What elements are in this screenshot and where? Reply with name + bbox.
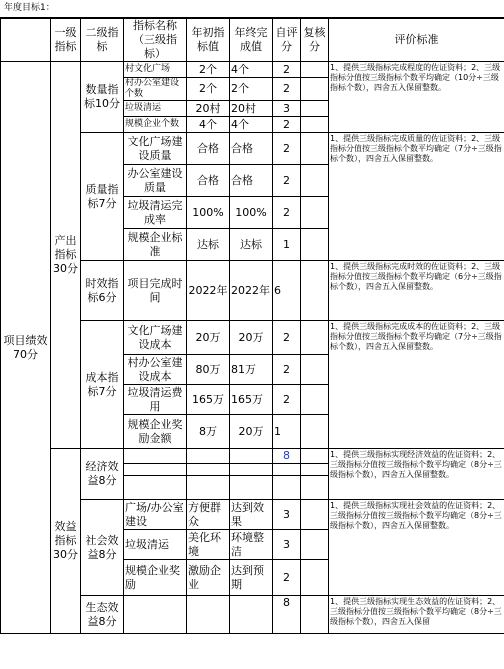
end-value: 81万 <box>230 355 273 385</box>
criteria: 1、提供三级指标完成成本的佐证资料；2、三级指标分值按三级指标个数平均确定（7分÷三级指标个数），四舍五入保留整数。 <box>329 321 504 449</box>
indicator-name: 规模企业标准 <box>124 229 187 261</box>
self-score: 8 <box>273 449 301 464</box>
header-level1: 一级指标 <box>51 19 81 62</box>
start-value: 20万 <box>187 321 230 355</box>
start-value: 80万 <box>187 355 230 385</box>
quantity-indicator: 数量指标10分 <box>81 62 124 133</box>
end-value: 20万 <box>230 415 273 449</box>
indicator-name: 文化广场建设成本 <box>124 321 187 355</box>
self-score: 8 <box>273 596 301 634</box>
self-score: 2 <box>273 197 301 229</box>
end-value <box>230 449 273 464</box>
end-value: 环境整洁 <box>230 530 273 560</box>
start-value <box>187 476 230 500</box>
criteria: 1、提供三级指标完成质量的佐证资料；2、三级指标分值按三级指标个数平均确定（7分÷三级指标个数），四舍五入保留整数。 <box>329 133 504 261</box>
indicator-name: 村办公室建设个数 <box>124 78 187 101</box>
start-value: 美化环境 <box>187 530 230 560</box>
indicator-name <box>124 464 187 476</box>
self-score: 3 <box>273 500 301 530</box>
start-value: 20村 <box>187 101 230 117</box>
start-value: 达标 <box>187 229 230 261</box>
review-score <box>301 229 329 261</box>
self-score <box>273 464 301 476</box>
review-score <box>301 385 329 415</box>
indicator-name: 办公室建设质量 <box>124 165 187 197</box>
indicator-name: 规模企业奖励 <box>124 560 187 596</box>
start-value: 100% <box>187 197 230 229</box>
end-value: 20万 <box>230 321 273 355</box>
review-score <box>301 165 329 197</box>
start-value: 方便群众 <box>187 500 230 530</box>
social-benefit: 社会效益8分 <box>81 500 124 596</box>
start-value <box>187 464 230 476</box>
criteria: 1、提供三级指标实现经济效益的佐证资料；2、三级指标分值按三级指标个数平均确定（8分÷三级指标个数），四舍五入保留整数。 <box>329 449 504 500</box>
start-value: 合格 <box>187 165 230 197</box>
benefit-indicator: 效益指标30分 <box>51 449 81 634</box>
review-score <box>301 464 329 476</box>
end-value: 2022年 <box>230 261 273 321</box>
start-value <box>187 449 230 464</box>
self-score: 2 <box>273 117 301 133</box>
review-score <box>301 355 329 385</box>
criteria: 1、提供三级指标实现生态效益的佐证资料；2、三级指标分值按三级指标个数平均确定（8分÷三级指标个数），四舍五入保留 <box>329 596 504 634</box>
self-score: 2 <box>273 165 301 197</box>
indicator-name: 村办公室建设成本 <box>124 355 187 385</box>
start-value <box>187 596 230 634</box>
header-criteria: 评价标准 <box>329 19 504 62</box>
self-score: 1 <box>273 229 301 261</box>
start-value: 2个 <box>187 78 230 101</box>
start-value: 合格 <box>187 133 230 165</box>
indicator-name: 文化广场建设质量 <box>124 133 187 165</box>
indicator-name: 垃圾清运 <box>124 101 187 117</box>
header-row <box>1 19 504 62</box>
review-score <box>301 62 329 78</box>
self-score: 3 <box>273 101 301 117</box>
indicator-name: 村文化广场 <box>124 62 187 78</box>
review-score <box>301 449 329 464</box>
self-score <box>273 476 301 500</box>
start-value: 2个 <box>187 62 230 78</box>
start-value: 165万 <box>187 385 230 415</box>
performance-table <box>0 18 504 634</box>
indicator-name: 垃圾清运费用 <box>124 385 187 415</box>
criteria: 1、提供三级指标完成程度的佐证资料；2、三级指标分值按三级指标个数平均确定（10分÷三级指标个数），四舍五入保留整数。 <box>329 62 504 133</box>
review-score <box>301 133 329 165</box>
table-row <box>1 62 504 78</box>
end-value: 合格 <box>230 165 273 197</box>
end-value <box>230 476 273 500</box>
end-value <box>230 464 273 476</box>
indicator-name <box>124 596 187 634</box>
review-score <box>301 500 329 530</box>
self-score: 1 <box>273 415 301 449</box>
header-review-score: 复核分 <box>301 19 329 62</box>
end-value: 4个 <box>230 117 273 133</box>
header-end-value: 年终完成值 <box>230 19 273 62</box>
header-indicator-name: 指标名称（三级指标） <box>124 19 187 62</box>
self-score: 6 <box>273 261 301 321</box>
end-value: 20村 <box>230 101 273 117</box>
quality-indicator: 质量指标7分 <box>81 133 124 261</box>
end-value: 2个 <box>230 78 273 101</box>
end-value: 165万 <box>230 385 273 415</box>
indicator-name: 垃圾清运完成率 <box>124 197 187 229</box>
indicator-name: 项目完成时间 <box>124 261 187 321</box>
review-score <box>301 560 329 596</box>
review-score <box>301 78 329 101</box>
timeliness-indicator: 时效指标6分 <box>81 261 124 321</box>
self-score: 2 <box>273 355 301 385</box>
review-score <box>301 101 329 117</box>
indicator-name: 广场/办公室建设 <box>124 500 187 530</box>
table-row <box>1 449 504 464</box>
indicator-name: 垃圾清运 <box>124 530 187 560</box>
cost-indicator: 成本指标7分 <box>81 321 124 449</box>
output-indicator: 产出指标30分 <box>51 62 81 449</box>
self-score: 2 <box>273 133 301 165</box>
end-value: 达标 <box>230 229 273 261</box>
review-score <box>301 596 329 634</box>
start-value: 8万 <box>187 415 230 449</box>
header-level2: 二级指标 <box>81 19 124 62</box>
indicator-name: 规模企业个数 <box>124 117 187 133</box>
project-performance: 项目绩效70分 <box>1 62 51 634</box>
end-value: 4个 <box>230 62 273 78</box>
annual-goal-label: 年度目标1： <box>0 0 504 18</box>
end-value: 合格 <box>230 133 273 165</box>
self-score: 2 <box>273 62 301 78</box>
self-score: 2 <box>273 321 301 355</box>
end-value: 达到预期 <box>230 560 273 596</box>
indicator-name <box>124 476 187 500</box>
header-self-score: 自评分 <box>273 19 301 62</box>
start-value: 2022年 <box>187 261 230 321</box>
review-score <box>301 415 329 449</box>
end-value: 达到效果 <box>230 500 273 530</box>
end-value: 100% <box>230 197 273 229</box>
end-value <box>230 596 273 634</box>
review-score <box>301 197 329 229</box>
review-score <box>301 261 329 321</box>
start-value: 激励企业 <box>187 560 230 596</box>
criteria: 1、提供三级指标实现社会效益的佐证资料；2、三级指标分值按三级指标个数平均确定（8分÷三级指标个数），四舍五入保留整数。 <box>329 500 504 596</box>
criteria: 1、提供三级指标完成时效的佐证资料；2、三级指标分值按三级指标个数平均确定（6分÷三级指标个数），四舍五入保留整数。 <box>329 261 504 321</box>
review-score <box>301 321 329 355</box>
indicator-name: 规模企业奖励金额 <box>124 415 187 449</box>
indicator-name <box>124 449 187 464</box>
review-score <box>301 476 329 500</box>
self-score: 2 <box>273 560 301 596</box>
economic-benefit: 经济效益8分 <box>81 449 124 500</box>
review-score <box>301 117 329 133</box>
header-start-value: 年初指标值 <box>187 19 230 62</box>
self-score: 2 <box>273 385 301 415</box>
self-score: 2 <box>273 78 301 101</box>
self-score: 3 <box>273 530 301 560</box>
review-score <box>301 530 329 560</box>
blank-header <box>1 19 51 62</box>
ecological-benefit: 生态效益8分 <box>81 596 124 634</box>
start-value: 4个 <box>187 117 230 133</box>
